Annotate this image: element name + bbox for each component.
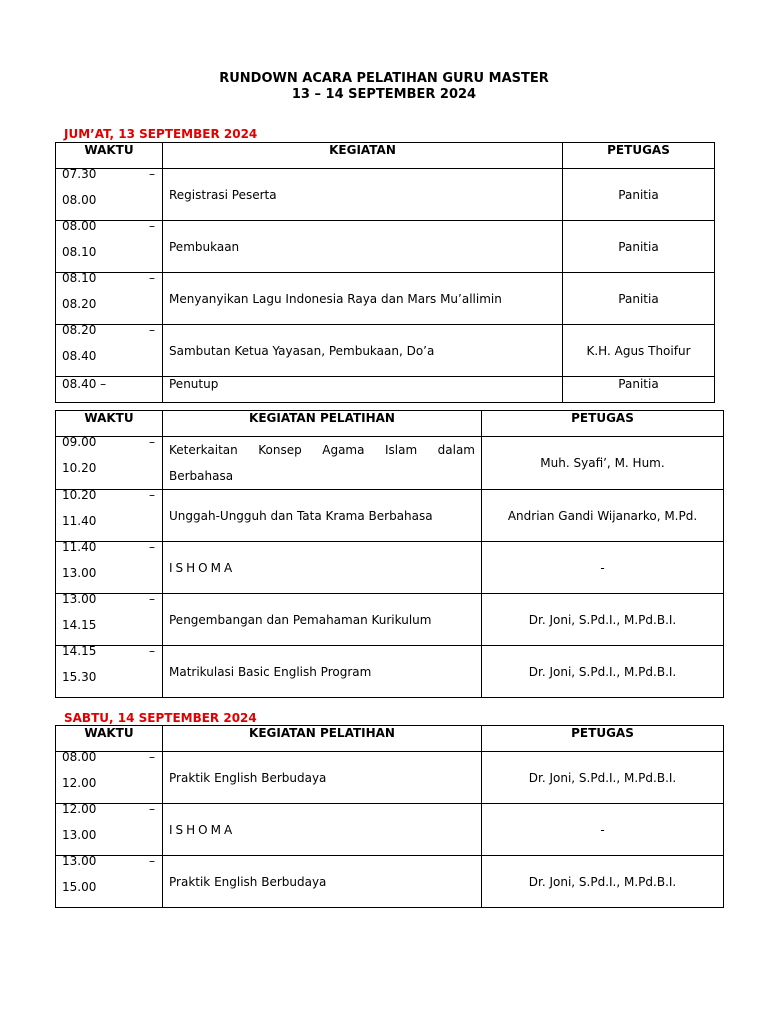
table-row	[56, 437, 724, 490]
table-row	[56, 273, 715, 325]
time-end: 15.30	[62, 670, 97, 684]
time-start: 12.00	[62, 803, 97, 816]
time-start: 13.00	[62, 855, 97, 868]
time-dash: –	[149, 541, 155, 554]
time-cell	[56, 856, 163, 908]
time-cell	[56, 273, 163, 325]
activity-cell: ISHOMA	[163, 804, 482, 856]
time-cell	[56, 221, 163, 273]
header-petugas: PETUGAS	[482, 726, 724, 752]
time-cell	[56, 169, 163, 221]
table-header-row	[56, 726, 724, 752]
activity-cell: Sambutan Ketua Yayasan, Pembukaan, Do’a	[163, 325, 563, 377]
activity-cell: Matrikulasi Basic English Program	[163, 646, 482, 698]
officer-cell: Panitia	[563, 377, 715, 403]
header-petugas: PETUGAS	[563, 143, 715, 169]
day1-schedule-table	[55, 142, 715, 403]
time-cell	[56, 542, 163, 594]
time-start: 07.30	[62, 168, 97, 181]
time-end: 10.20	[62, 461, 97, 475]
officer-cell: -	[482, 804, 724, 856]
time-dash: –	[149, 803, 155, 816]
time-dash: –	[149, 436, 155, 449]
time-dash: –	[149, 272, 155, 285]
activity-cell: ISHOMA	[163, 542, 482, 594]
time-start: 10.20	[62, 489, 97, 502]
table-row	[56, 542, 724, 594]
time-dash: –	[149, 489, 155, 502]
time-start: 08.10	[62, 272, 97, 285]
time-end: 13.00	[62, 828, 97, 842]
time-end: 08.10	[62, 245, 97, 259]
time-start: 09.00	[62, 436, 97, 449]
time-dash: –	[149, 593, 155, 606]
table-row	[56, 325, 715, 377]
time-cell: 08.40 –	[56, 377, 163, 403]
time-start: 08.00	[62, 220, 97, 233]
officer-cell: Dr. Joni, S.Pd.I., M.Pd.B.I.	[482, 594, 724, 646]
officer-cell: Dr. Joni, S.Pd.I., M.Pd.B.I.	[482, 856, 724, 908]
header-waktu: WAKTU	[56, 411, 163, 437]
time-end: 11.40	[62, 514, 97, 528]
header-petugas: PETUGAS	[482, 411, 724, 437]
officer-cell: Andrian Gandi Wijanarko, M.Pd.	[482, 490, 724, 542]
time-cell	[56, 804, 163, 856]
officer-cell: K.H. Agus Thoifur	[563, 325, 715, 377]
header-waktu: WAKTU	[56, 726, 163, 752]
table-header-row	[56, 411, 724, 437]
time-start: 11.40	[62, 541, 97, 554]
time-dash: –	[149, 168, 155, 181]
header-waktu: WAKTU	[56, 143, 163, 169]
time-start: 13.00	[62, 593, 97, 606]
table-row	[56, 646, 724, 698]
activity-cell: Pengembangan dan Pemahaman Kurikulum	[163, 594, 482, 646]
table-row	[56, 856, 724, 908]
time-end: 15.00	[62, 880, 97, 894]
time-cell	[56, 490, 163, 542]
time-start: 08.00	[62, 751, 97, 764]
time-cell	[56, 325, 163, 377]
time-dash: –	[149, 645, 155, 658]
time-dash: –	[149, 751, 155, 764]
time-end: 12.00	[62, 776, 97, 790]
table-header-row	[56, 143, 715, 169]
time-dash: –	[149, 220, 155, 233]
time-cell	[56, 646, 163, 698]
activity-cell: Praktik English Berbudaya	[163, 856, 482, 908]
officer-cell: Dr. Joni, S.Pd.I., M.Pd.B.I.	[482, 646, 724, 698]
table-row	[56, 169, 715, 221]
time-start: 14.15	[62, 645, 97, 658]
table-row	[56, 804, 724, 856]
day2-label: SABTU, 14 SEPTEMBER 2024	[64, 711, 257, 725]
activity-cell: Unggah-Ungguh dan Tata Krama Berbahasa	[163, 490, 482, 542]
time-dash: –	[149, 855, 155, 868]
officer-cell: -	[482, 542, 724, 594]
time-cell	[56, 752, 163, 804]
officer-cell: Panitia	[563, 169, 715, 221]
time-start: 08.20	[62, 324, 97, 337]
time-cell	[56, 437, 163, 490]
activity-cell: Menyanyikan Lagu Indonesia Raya dan Mars Mu’allimin	[163, 273, 563, 325]
time-end: 08.00	[62, 193, 97, 207]
time-end: 14.15	[62, 618, 97, 632]
time-cell	[56, 594, 163, 646]
activity-cell: Keterkaitan Konsep Agama Islam dalam Berbahasa	[163, 437, 482, 490]
time-end: 08.40	[62, 349, 97, 363]
table-row	[56, 377, 715, 403]
header-kegiatan: KEGIATAN	[163, 143, 563, 169]
time-end: 13.00	[62, 566, 97, 580]
day1-label: JUM’AT, 13 SEPTEMBER 2024	[64, 127, 258, 141]
officer-cell: Dr. Joni, S.Pd.I., M.Pd.B.I.	[482, 752, 724, 804]
table-row	[56, 752, 724, 804]
activity-cell: Penutup	[163, 377, 563, 403]
table-row	[56, 490, 724, 542]
table-row	[56, 594, 724, 646]
activity-cell: Praktik English Berbudaya	[163, 752, 482, 804]
activity-cell: Registrasi Peserta	[163, 169, 563, 221]
header-kegiatan-pelatihan: KEGIATAN PELATIHAN	[163, 726, 482, 752]
officer-cell: Muh. Syafi’, M. Hum.	[482, 437, 724, 490]
time-end: 08.20	[62, 297, 97, 311]
time-dash: –	[149, 324, 155, 337]
header-kegiatan-pelatihan: KEGIATAN PELATIHAN	[163, 411, 482, 437]
activity-cell: Pembukaan	[163, 221, 563, 273]
day2-training-table	[55, 725, 724, 908]
officer-cell: Panitia	[563, 221, 715, 273]
officer-cell: Panitia	[563, 273, 715, 325]
table-row	[56, 221, 715, 273]
document-title-line-1: RUNDOWN ACARA PELATIHAN GURU MASTER	[219, 71, 549, 86]
document-title-line-2: 13 – 14 SEPTEMBER 2024	[291, 87, 477, 102]
day1-training-table	[55, 410, 724, 698]
